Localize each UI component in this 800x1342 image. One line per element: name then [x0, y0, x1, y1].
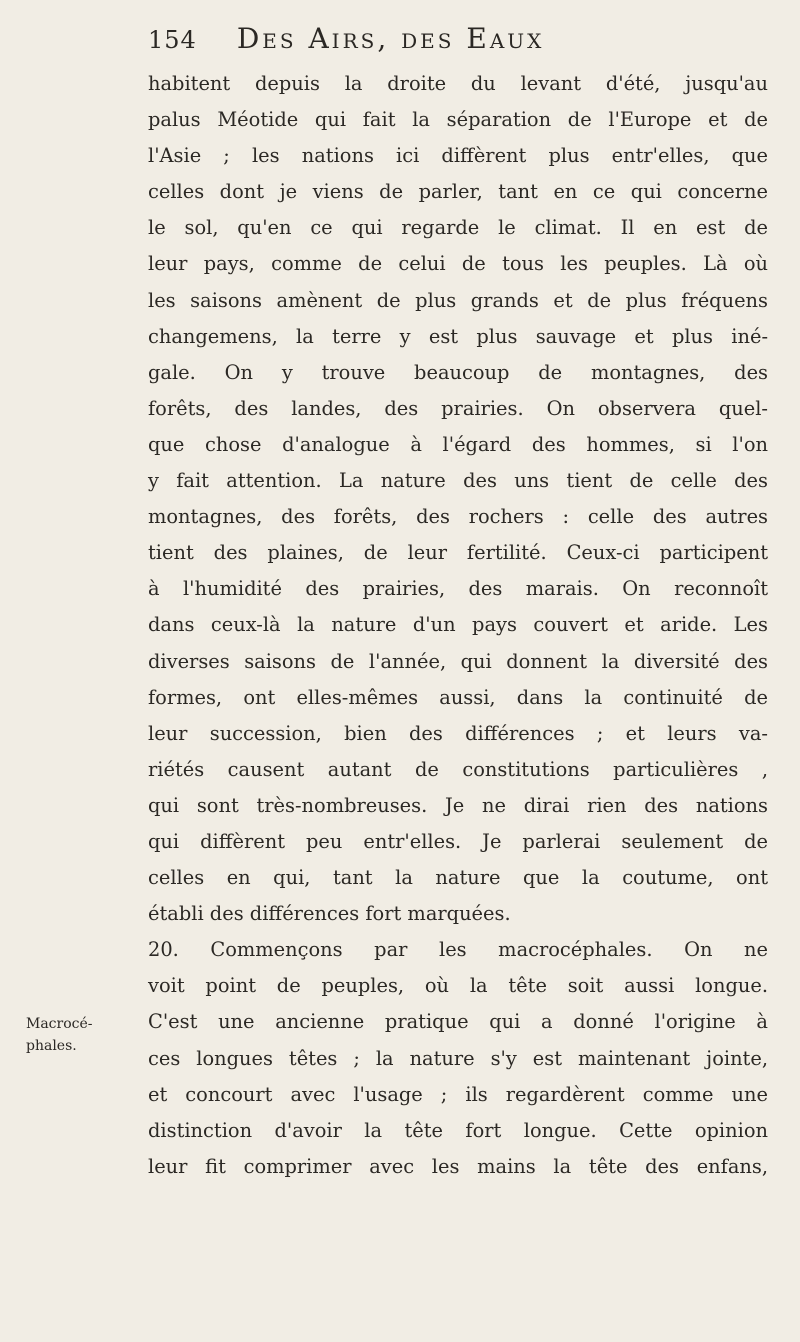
- text-line: et concourt avec l'usage ; ils regardèrent comme une: [148, 1082, 768, 1106]
- text-line: diverses saisons de l'année, qui donnent la diversité des: [148, 649, 768, 673]
- text-line: qui diffèrent peu entr'elles. Je parlerai seulement de: [148, 829, 768, 853]
- text-line: y fait attention. La nature des uns tient de celle des: [148, 469, 768, 493]
- text-line: formes, ont elles-mêmes aussi, dans la continuité de: [148, 685, 768, 709]
- page-number: 154: [148, 26, 197, 54]
- text-line: le sol, qu'en ce qui regarde le climat. Il en est de: [148, 216, 768, 240]
- text-line: leur fit comprimer avec les mains la tête des enfans,: [148, 1154, 768, 1178]
- text-line: ces longues têtes ; la nature s'y est maintenant jointe,: [148, 1046, 768, 1070]
- text-line: gale. On y trouve beaucoup de montagnes, des: [148, 360, 768, 384]
- text-line: celles dont je viens de parler, tant en ce qui concerne: [148, 180, 768, 204]
- text-line: à l'humidité des prairies, des marais. On reconnoît: [148, 577, 768, 601]
- text-line: qui sont très-nombreuses. Je ne dirai rien des nations: [148, 793, 768, 817]
- text-line: forêts, des landes, des prairies. On observera quel-: [148, 396, 768, 420]
- text-line: voit point de peuples, où la tête soit aussi longue.: [148, 974, 768, 998]
- body-text: [148, 66, 768, 1185]
- text-line: riétés causent autant de constitutions particulières ,: [148, 757, 768, 781]
- margin-note-line: Macrocé-: [26, 1016, 93, 1032]
- text-line: distinction d'avoir la tête fort longue. Cette opinion: [148, 1118, 768, 1142]
- text-line: montagnes, des forêts, des rochers : celle des autres: [148, 505, 768, 529]
- text-line: celles en qui, tant la nature que la coutume, ont: [148, 866, 768, 890]
- running-header: [148, 22, 760, 62]
- text-line: l'Asie ; les nations ici diffèrent plus entr'elles, que: [148, 144, 768, 168]
- text-line: leur pays, comme de celui de tous les peuples. Là où: [148, 252, 768, 276]
- text-line: palus Méotide qui fait la séparation de l'Europe et de: [148, 108, 768, 132]
- margin-note-line: phales.: [26, 1038, 77, 1054]
- text-line: habitent depuis la droite du levant d'été, jusqu'au: [148, 72, 768, 95]
- text-line: dans ceux-là la nature d'un pays couvert et aride. Les: [148, 613, 768, 637]
- text-line: les saisons amènent de plus grands et de plus fréquens: [148, 288, 768, 312]
- text-line: tient des plaines, de leur fertilité. Ceux-ci participent: [148, 541, 768, 565]
- text-line: changemens, la terre y est plus sauvage et plus iné-: [148, 324, 768, 348]
- running-title: Des Airs, des Eaux: [236, 22, 545, 55]
- text-line: 20. Commençons par les macrocéphales. On ne: [148, 938, 768, 962]
- text-line: C'est une ancienne pratique qui a donné l'origine à: [148, 1010, 768, 1034]
- text-line: que chose d'analogue à l'égard des hommes, si l'on: [148, 432, 768, 456]
- margin-note: [26, 1013, 118, 1057]
- text-line: établi des différences fort marquées.: [148, 902, 511, 926]
- text-line: leur succession, bien des différences ; et leurs va-: [148, 721, 768, 745]
